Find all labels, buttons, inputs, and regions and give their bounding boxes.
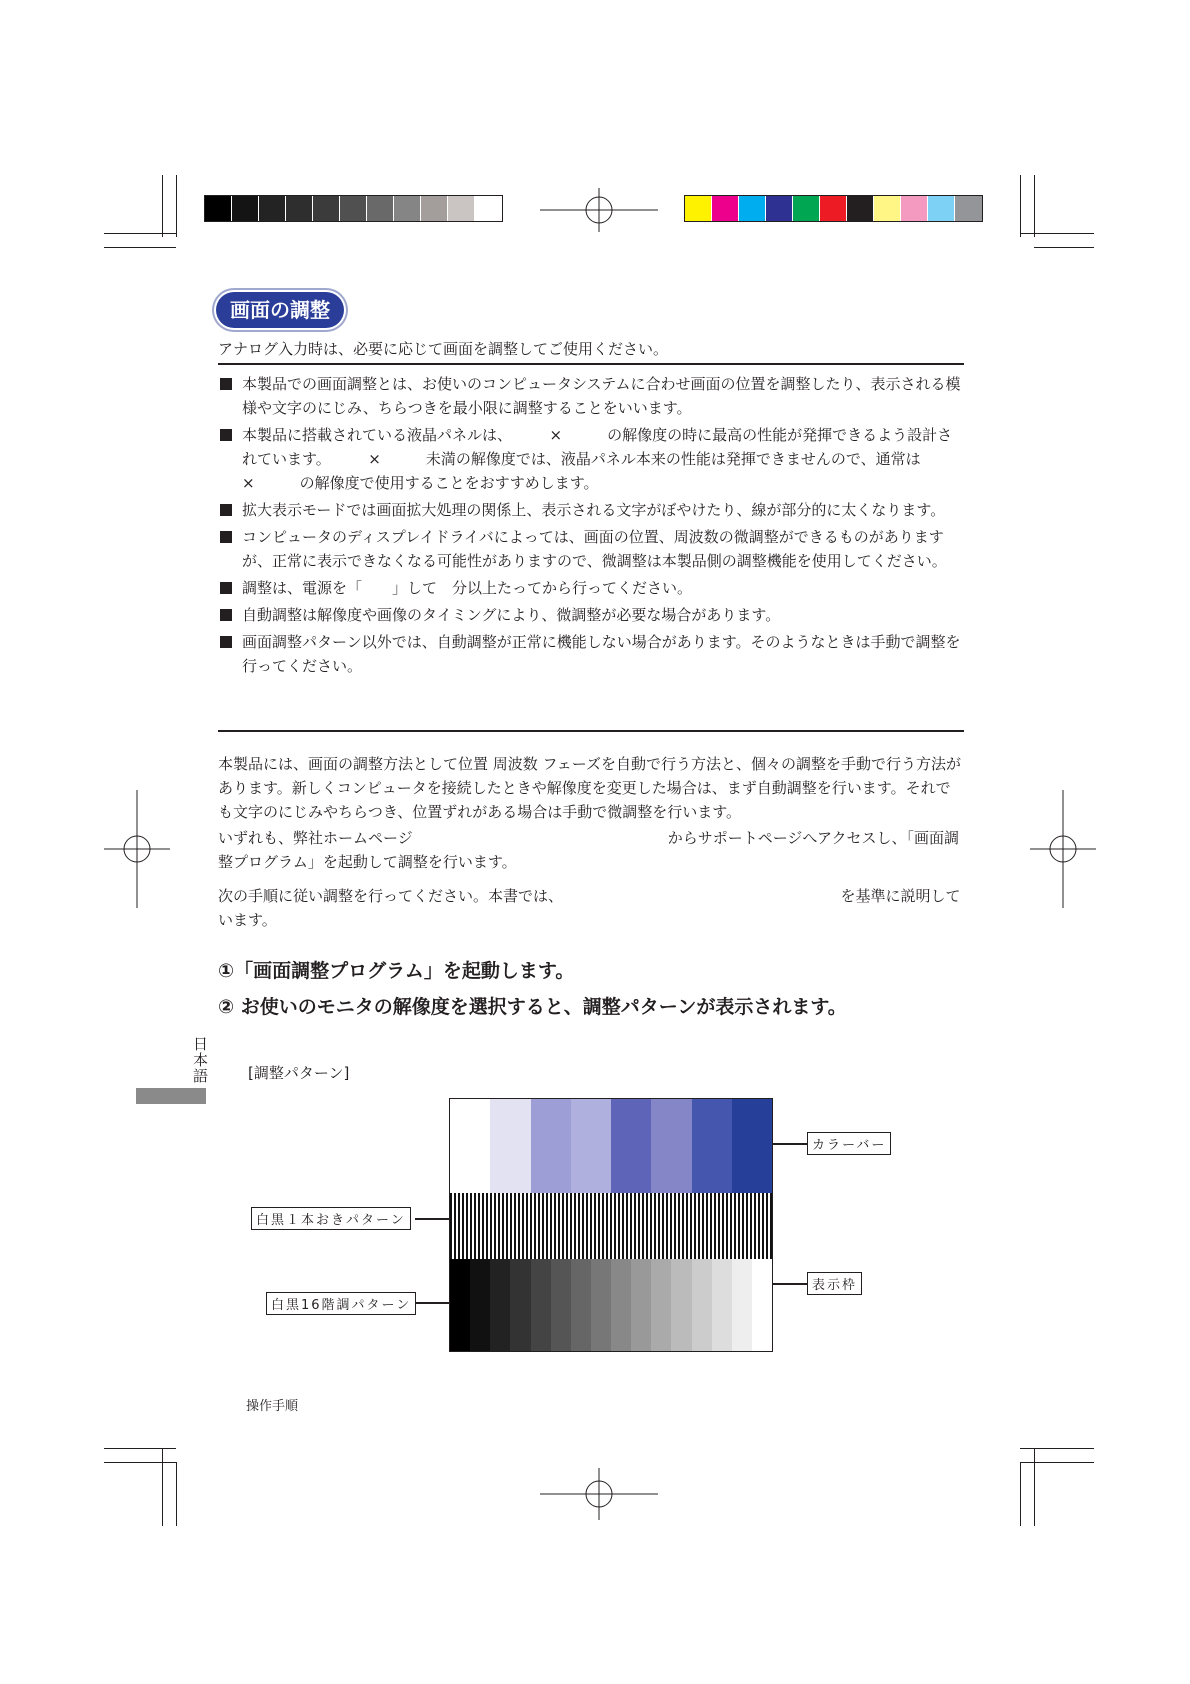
gray-swatch — [367, 196, 394, 221]
gray-step — [631, 1259, 651, 1351]
step-2: ② お使いのモニタの解像度を選択すると、調整パターンが表示されます。 — [218, 996, 847, 1018]
color-swatch — [874, 196, 901, 221]
colorbar-segment — [692, 1099, 732, 1193]
pattern-caption: [調整パターン] — [248, 1064, 350, 1082]
colorbar-segment — [490, 1099, 530, 1193]
color-swatch — [928, 196, 955, 221]
color-bar — [450, 1099, 772, 1193]
gray-step — [571, 1259, 591, 1351]
colorbar-segment — [651, 1099, 691, 1193]
list-item: 本製品での画面調整とは、お使いのコンピュータシステムに合わせ画面の位置を調整したり、表示される模様や文字のにじみ、ちらつきを最小限に調整することをいいます。 — [218, 372, 964, 420]
list-item: 本製品に搭載されている液晶パネルは、 × の解像度の時に最高の性能が発揮できるよう設計されています。 × 未満の解像度では、液晶パネル本来の性能は発揮できませんので、通常は × の解像度で使用することをおすすめします。 — [218, 423, 964, 495]
gray-swatch — [475, 196, 502, 221]
paragraph-procedure: 次の手順に従い調整を行ってください。本書では、 を基準に説明しています。 — [218, 887, 961, 929]
intro-text: アナログ入力時は、必要に応じて画面を調整してご使用ください。 — [218, 340, 669, 358]
alternating-stripe-pattern — [450, 1193, 772, 1259]
label-frame: 表示枠 — [807, 1272, 862, 1295]
gray-step — [450, 1259, 470, 1351]
gray-step — [591, 1259, 611, 1351]
gray-step — [671, 1259, 691, 1351]
gray-step — [611, 1259, 631, 1351]
frame-leader — [773, 1283, 807, 1285]
top-rule — [218, 363, 964, 365]
color-swatch — [766, 196, 793, 221]
gray-step — [732, 1259, 752, 1351]
gray-swatch — [421, 196, 448, 221]
color-swatch — [901, 196, 928, 221]
color-swatch — [712, 196, 739, 221]
list-item: 画面調整パターン以外では、自動調整が正常に機能しない場合があります。そのようなときは手動で調整を行ってください。 — [218, 630, 964, 678]
registration-mark-right-icon — [1030, 790, 1096, 908]
color-swatch — [847, 196, 874, 221]
registration-mark-left-icon — [104, 790, 170, 908]
list-item: コンピュータのディスプレイドライバによっては、画面の位置、周波数の微調整ができるものがありますが、正常に表示できなくなる可能性がありますので、微調整は本製品側の調整機能を使用してください。 — [218, 525, 964, 573]
label-colorbar: カラーバー — [807, 1132, 891, 1155]
gray-step — [510, 1259, 530, 1351]
gray-swatch — [259, 196, 286, 221]
gray-calibration-bar — [204, 195, 503, 222]
adjustment-pattern — [449, 1098, 773, 1352]
gray-step — [651, 1259, 671, 1351]
color-calibration-bar — [684, 195, 983, 222]
gray-step — [551, 1259, 571, 1351]
notes-list — [218, 372, 964, 681]
label-grayscale: 白黒16階調パターン — [266, 1292, 416, 1315]
gray-step — [490, 1259, 510, 1351]
gray-step — [752, 1259, 772, 1351]
language-tab-label: 日本語 — [191, 1036, 209, 1084]
gray-swatch — [205, 196, 232, 221]
colorbar-segment — [531, 1099, 571, 1193]
color-swatch — [739, 196, 766, 221]
gray-swatch — [340, 196, 367, 221]
list-item: 拡大表示モードでは画面拡大処理の関係上、表示される文字がぼやけたり、線が部分的に太くなります。 — [218, 498, 964, 522]
colorbar-segment — [611, 1099, 651, 1193]
section-title: 画面の調整 — [216, 292, 344, 328]
gray-swatch — [448, 196, 475, 221]
registration-mark-bottom-icon — [540, 1468, 658, 1520]
bottom-rule — [218, 730, 964, 732]
gray-swatch — [313, 196, 340, 221]
gray-swatch — [232, 196, 259, 221]
grayscale-leader — [415, 1302, 449, 1304]
gray-step — [531, 1259, 551, 1351]
gray-swatch — [286, 196, 313, 221]
colorbar-segment — [450, 1099, 490, 1193]
paragraph-methods: 本製品には、画面の調整方法として位置 周波数 フェーズを自動で行う方法と、個々の調整を手動で行う方法があります。新しくコンピュータを接続したときや解像度を変更した場合は、まず自動調整を行います。それでも文字のにじみやちらつき、位置ずれがある場合は手動で微調整を行います。 — [218, 755, 962, 821]
gray-swatch — [394, 196, 421, 221]
colorbar-leader — [773, 1143, 807, 1145]
gray-step — [470, 1259, 490, 1351]
gray-scale-pattern — [450, 1259, 772, 1351]
color-swatch — [955, 196, 982, 221]
stripes-leader — [415, 1218, 449, 1220]
colorbar-segment — [732, 1099, 772, 1193]
language-tab-bar — [136, 1088, 206, 1104]
color-swatch — [820, 196, 847, 221]
color-swatch — [685, 196, 712, 221]
colorbar-segment — [571, 1099, 611, 1193]
paragraph-homepage: いずれも、弊社ホームページ からサポートページへアクセスし、「画面調整プログラム」を起動して調整を行います。 — [218, 829, 960, 871]
registration-mark-top-icon — [540, 188, 658, 232]
step-1: ①「画面調整プログラム」を起動します。 — [218, 960, 575, 982]
footer-label: 操作手順 — [246, 1399, 299, 1414]
color-swatch — [793, 196, 820, 221]
list-item: 自動調整は解像度や画像のタイミングにより、微調整が必要な場合があります。 — [218, 603, 964, 627]
gray-step — [692, 1259, 712, 1351]
list-item: 調整は、電源を「 」して 分以上たってから行ってください。 — [218, 576, 964, 600]
gray-step — [712, 1259, 732, 1351]
label-stripes: 白黒１本おきパターン — [251, 1207, 411, 1230]
